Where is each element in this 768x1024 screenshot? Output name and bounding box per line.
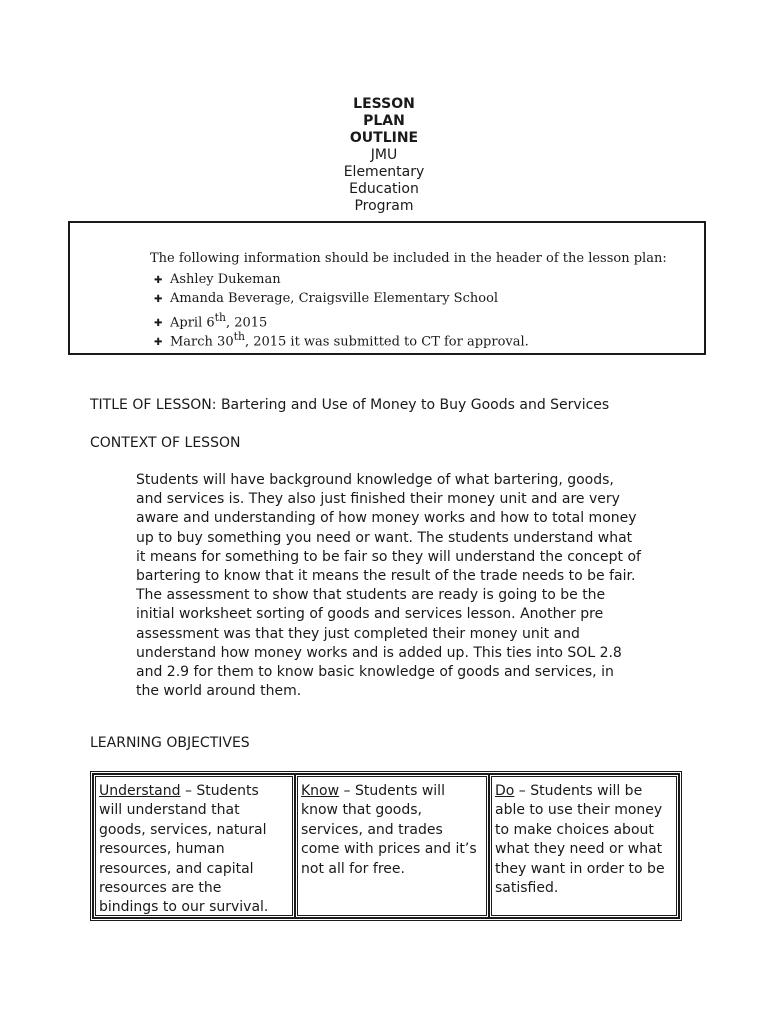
context-paragraph: Students will have background knowledge of what bartering, goods, and services is. They also just finished their money unit and are very aware and understanding of how money works and how to total money up to buy something you need or want. The students understand what it means for something to be fair so they will understand the concept of bartering to know that it means the result of the trade needs to be fair. The assessment to show that students are ready is going to be the initial worksheet sorting of goods and services lesson. Another pre assessment was that they just completed their money unit and understand how money works and is added up. This ties into SOL 2.8 and 2.9 for them to know basic knowledge of goods and services, in the world around them. — [136, 472, 641, 700]
bullet-icon: ✚ — [154, 275, 163, 286]
title-line-outline: OUTLINE — [349, 130, 419, 146]
lesson-header-box — [68, 221, 706, 355]
objective-do: Do – Students will be able to use their money to make choices about what they need or what they want in order to be satisfied. — [489, 774, 679, 918]
bullet-icon: ✚ — [154, 294, 163, 305]
header-item-school: ✚ Amanda Beverage, Craigsville Elementary School — [154, 289, 529, 308]
header-item-submitted: ✚ March 30th, 2015 it was submitted to CT for approval. — [154, 327, 529, 346]
title-line-education: Education — [349, 181, 419, 197]
title-line-jmu: JMU — [370, 147, 398, 163]
lesson-title — [90, 397, 609, 413]
objective-understand: Understand – Students will understand that goods, services, natural resources, human resources, and capital resources are the bindings to our survival. — [93, 774, 295, 918]
header-item-teacher: ✚ Ashley Dukeman — [154, 270, 529, 289]
document-title — [0, 96, 768, 215]
objective-know: Know – Students will know that goods, services, and trades come with prices and it’s not all for free. — [295, 774, 489, 918]
header-item-date: ✚ April 6th, 2015 — [154, 308, 529, 327]
title-line-plan: PLAN — [363, 113, 405, 129]
title-line-elementary: Elementary — [343, 164, 425, 180]
lesson-title-value: Bartering and Use of Money to Buy Goods and Services — [220, 397, 610, 413]
context-heading: CONTEXT OF LESSON — [90, 435, 241, 451]
bullet-icon: ✚ — [154, 337, 163, 349]
title-line-lesson: LESSON — [353, 96, 415, 112]
objectives-table — [90, 771, 682, 921]
header-list — [154, 270, 529, 350]
lesson-title-label: TITLE OF LESSON: — [90, 397, 221, 413]
header-intro: The following information should be included in the header of the lesson plan: — [150, 251, 667, 266]
objectives-heading: LEARNING OBJECTIVES — [90, 735, 250, 751]
title-line-program: Program — [354, 198, 414, 214]
bullet-icon: ✚ — [154, 318, 163, 330]
